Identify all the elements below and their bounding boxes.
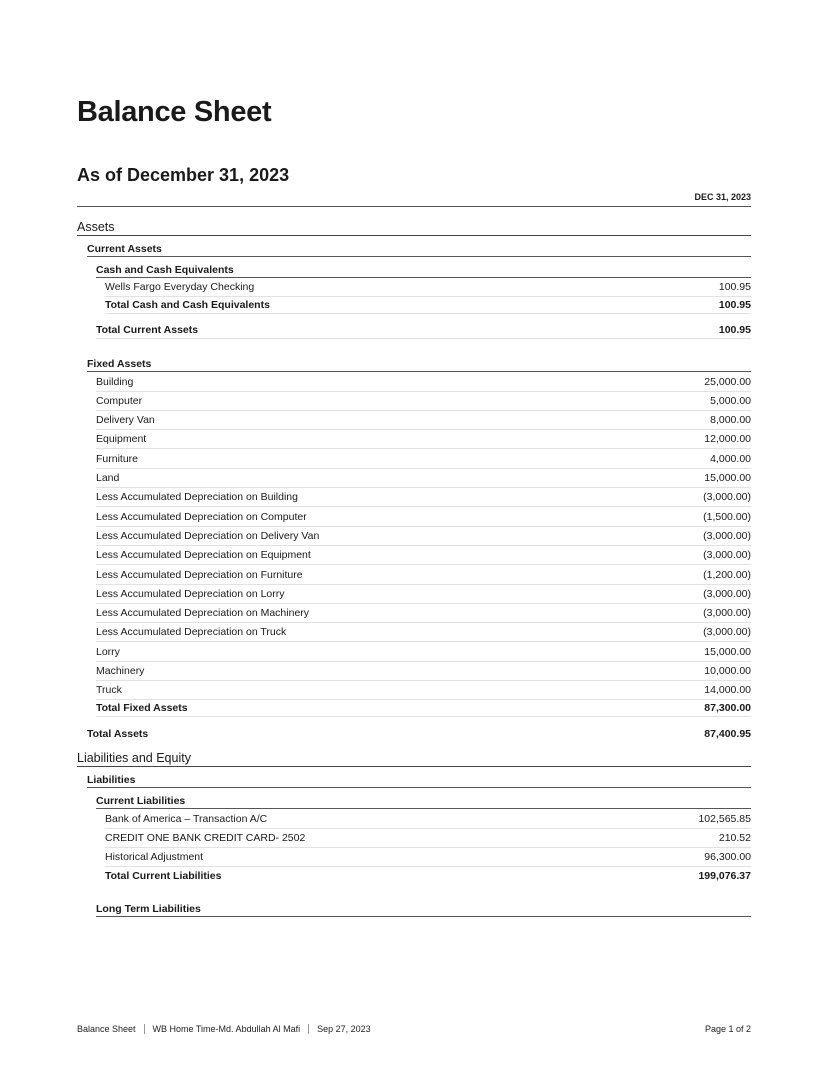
footer-company: WB Home Time-Md. Abdullah Al Mafi <box>145 1024 310 1034</box>
account-name: Bank of America – Transaction A/C <box>105 812 268 825</box>
footer-doc-name: Balance Sheet <box>77 1024 145 1034</box>
account-row <box>96 662 751 681</box>
account-value: 210.52 <box>718 831 751 844</box>
account-row <box>96 546 751 565</box>
account-row <box>96 565 751 584</box>
account-value: (3,000.00) <box>703 587 751 600</box>
balance-sheet-body <box>77 219 751 917</box>
account-row <box>96 488 751 507</box>
account-name: Less Accumulated Depreciation on Delivery Van <box>96 529 320 542</box>
account-name: Less Accumulated Depreciation on Building <box>96 491 298 504</box>
account-value: 15,000.00 <box>704 645 751 658</box>
account-value: 96,300.00 <box>704 851 751 864</box>
subgroup-heading-cash: Cash and Cash Equivalents <box>96 264 751 278</box>
account-name: Furniture <box>96 452 139 465</box>
account-name: Less Accumulated Depreciation on Truck <box>96 626 287 639</box>
account-row <box>96 527 751 546</box>
account-value: 100.95 <box>718 281 751 294</box>
account-name: Historical Adjustment <box>105 851 204 864</box>
total-row-assets: Total Assets 87,400.95 <box>87 728 751 741</box>
account-value: 8,000.00 <box>710 414 751 427</box>
account-value: 12,000.00 <box>704 433 751 446</box>
column-header: DEC 31, 2023 <box>694 192 751 202</box>
account-row <box>96 681 751 700</box>
account-value: 4,000.00 <box>710 452 751 465</box>
account-row <box>105 278 751 297</box>
account-value: 15,000.00 <box>704 472 751 485</box>
account-name: Less Accumulated Depreciation on Lorry <box>96 587 285 600</box>
account-row <box>96 449 751 468</box>
total-row-current-liabilities: Total Current Liabilities 199,076.37 <box>105 870 751 883</box>
account-value: 102,565.85 <box>698 812 751 825</box>
account-row <box>96 604 751 623</box>
fixed-assets-list <box>77 372 751 700</box>
account-value: (3,000.00) <box>703 626 751 639</box>
account-row <box>96 507 751 526</box>
account-value: 25,000.00 <box>704 375 751 388</box>
account-name: Less Accumulated Depreciation on Furniture <box>96 568 303 581</box>
total-row-cash: Total Cash and Cash Equivalents 100.95 <box>105 297 751 314</box>
report-title: Balance Sheet <box>77 96 272 128</box>
account-row <box>96 392 751 411</box>
account-name: Equipment <box>96 433 147 446</box>
account-name: Computer <box>96 394 143 407</box>
subgroup-heading-current-liabilities: Current Liabilities <box>96 795 751 809</box>
account-name: Less Accumulated Depreciation on Computer <box>96 510 307 523</box>
footer-page-number: Page 1 of 2 <box>704 1024 751 1034</box>
subgroup-heading-long-term-liabilities: Long Term Liabilities <box>96 903 751 917</box>
group-heading-fixed-assets: Fixed Assets <box>87 358 751 372</box>
account-row <box>96 623 751 642</box>
report-page <box>77 0 751 1074</box>
account-value: (1,500.00) <box>703 510 751 523</box>
account-name: Less Accumulated Depreciation on Equipment <box>96 549 311 562</box>
account-name: Delivery Van <box>96 414 155 427</box>
header-divider <box>77 206 751 207</box>
account-name: Wells Fargo Everyday Checking <box>105 281 255 294</box>
account-value: 5,000.00 <box>710 394 751 407</box>
section-heading-assets: Assets <box>77 219 751 236</box>
account-value: (1,200.00) <box>703 568 751 581</box>
page-footer <box>77 1024 751 1034</box>
account-value: (3,000.00) <box>703 491 751 504</box>
account-value: 14,000.00 <box>704 684 751 697</box>
account-name: Truck <box>96 684 122 697</box>
account-name: Land <box>96 472 120 485</box>
account-row <box>96 469 751 488</box>
account-name: Lorry <box>96 645 120 658</box>
account-value: 10,000.00 <box>704 665 751 678</box>
account-name: CREDIT ONE BANK CREDIT CARD- 2502 <box>105 831 306 844</box>
group-heading-liabilities: Liabilities <box>87 774 751 788</box>
account-name: Less Accumulated Depreciation on Machinery <box>96 607 310 620</box>
total-row-fixed-assets: Total Fixed Assets 87,300.00 <box>96 700 751 717</box>
group-heading-current-assets: Current Assets <box>87 243 751 257</box>
report-subtitle: As of December 31, 2023 <box>77 165 290 185</box>
account-name: Machinery <box>96 665 145 678</box>
account-row <box>96 642 751 661</box>
account-value: (3,000.00) <box>703 529 751 542</box>
account-row <box>96 430 751 449</box>
account-row <box>105 809 751 828</box>
total-row-current-assets: Total Current Assets 100.95 <box>96 322 751 339</box>
account-row <box>96 372 751 391</box>
account-row <box>96 411 751 430</box>
account-value: (3,000.00) <box>703 549 751 562</box>
account-name: Building <box>96 375 134 388</box>
account-row <box>105 829 751 848</box>
account-row <box>96 585 751 604</box>
account-row <box>105 848 751 867</box>
footer-date: Sep 27, 2023 <box>317 1024 371 1034</box>
footer-meta <box>77 1024 379 1034</box>
section-heading-liabilities-equity: Liabilities and Equity <box>77 750 751 767</box>
account-value: (3,000.00) <box>703 607 751 620</box>
